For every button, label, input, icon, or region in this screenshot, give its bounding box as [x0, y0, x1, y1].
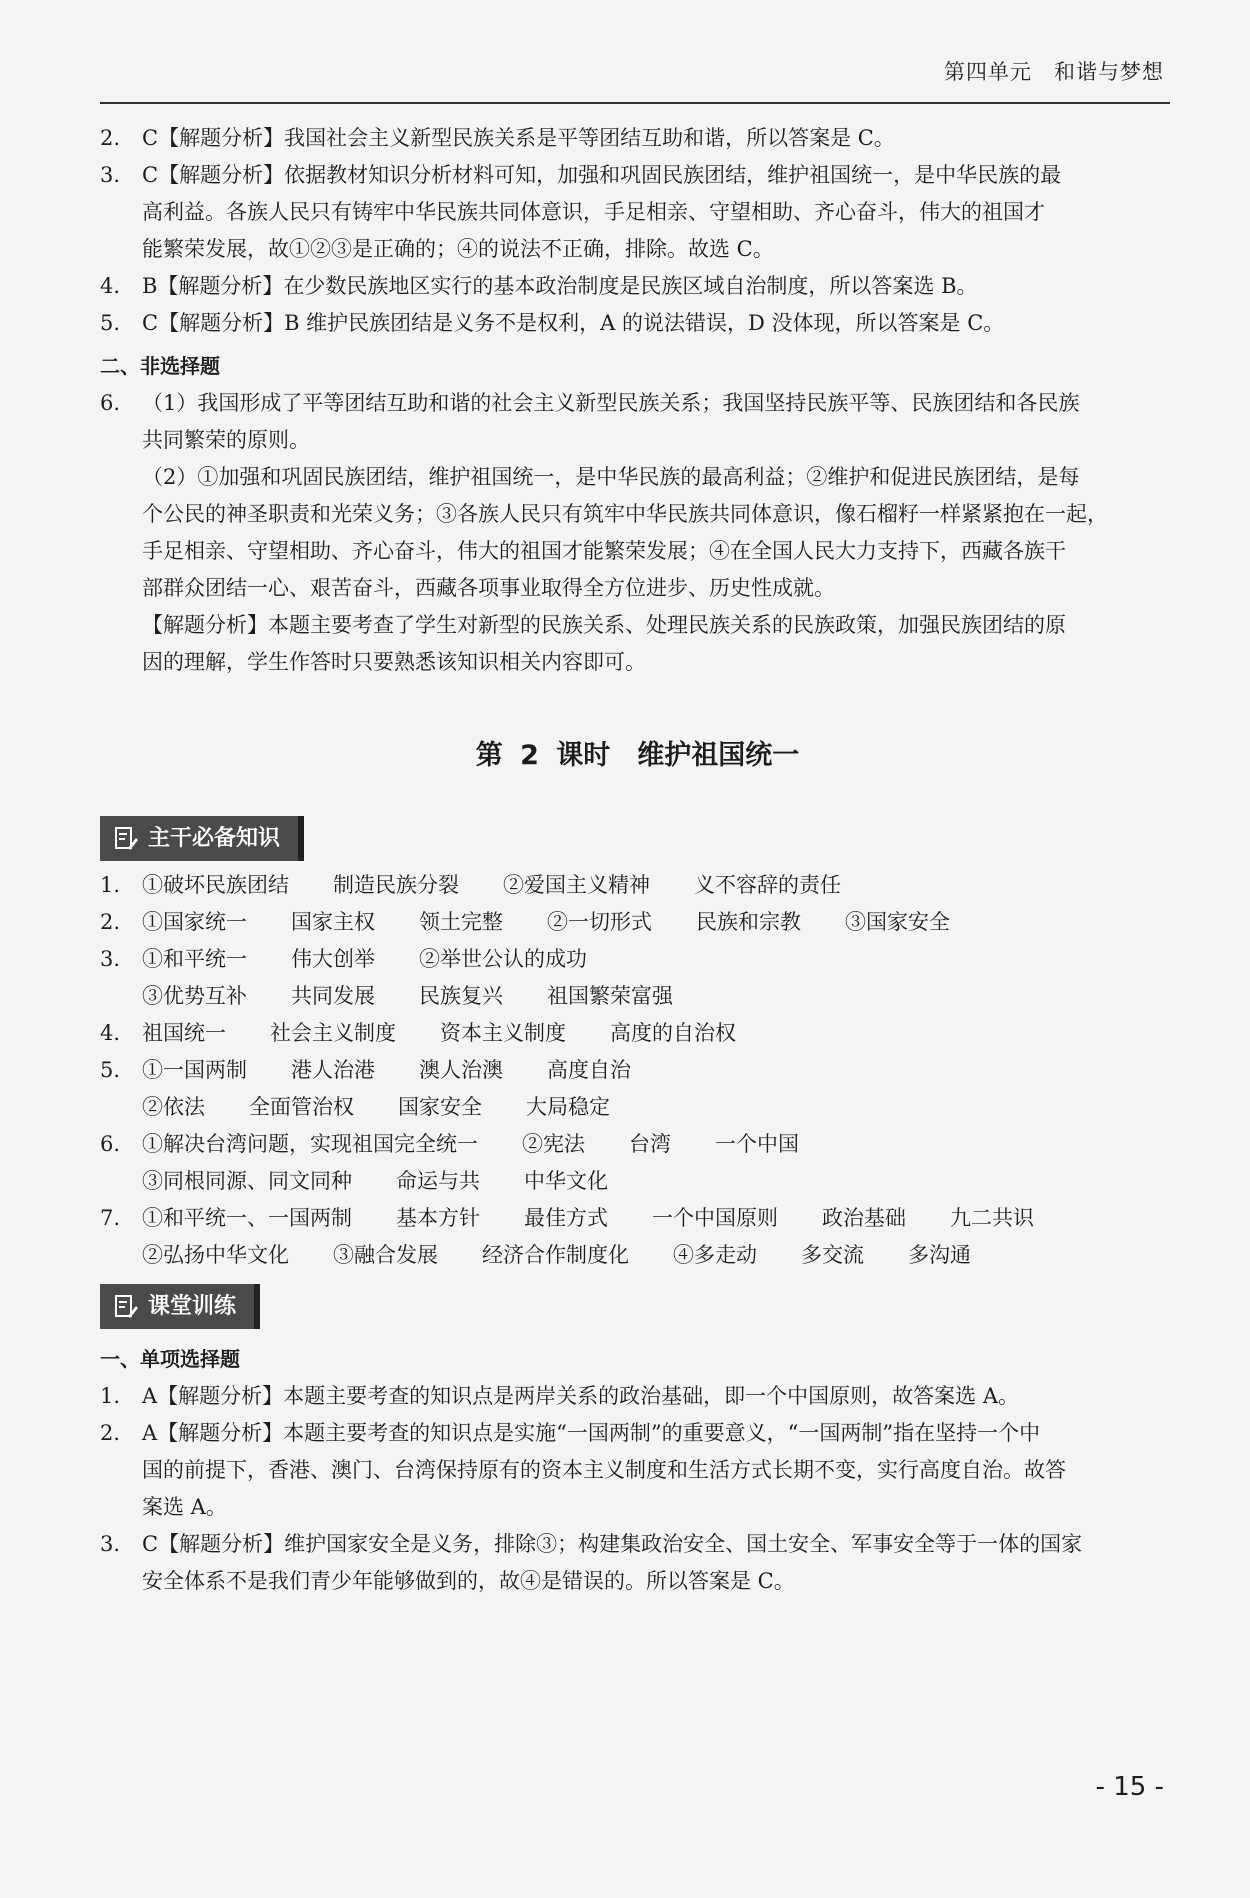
answer-item: [100, 385, 1175, 459]
analysis-line: 【解题分析】本题主要考查了学生对新型的民族关系、处理民族关系的民族政策，加强民族团结的原: [142, 613, 1066, 637]
notebook-pen-icon: [114, 1294, 138, 1320]
answer-item: [100, 268, 1175, 305]
section-box-knowledge: [100, 816, 304, 861]
knowledge-row: [100, 904, 1175, 941]
knowledge-item: 港人治港: [291, 1058, 375, 1082]
answer-line: C【解题分析】依据教材知识分析材料可知，加强和巩固民族团结，维护祖国统一，是中华民族的最: [142, 163, 1062, 187]
knowledge-number: [100, 1163, 142, 1200]
knowledge-item: ②举世公认的成功: [419, 947, 587, 971]
knowledge-number: [100, 978, 142, 1015]
knowledge-item: ①国家统一: [142, 910, 247, 934]
knowledge-row: [100, 1200, 1175, 1237]
knowledge-item: 命运与共: [396, 1169, 480, 1193]
knowledge-item: ②弘扬中华文化: [142, 1243, 289, 1267]
knowledge-item: 共同发展: [291, 984, 375, 1008]
knowledge-item: 台湾: [629, 1132, 671, 1156]
answer-line: 个公民的神圣职责和光荣义务；③各族人民只有筑牢中华民族共同体意识，像石榴籽一样紧紧抱在一起，: [142, 502, 1108, 526]
knowledge-number: 4.: [100, 1021, 121, 1045]
answer-line: 手足相亲、守望相助、齐心奋斗，伟大的祖国才能繁荣发展；④在全国人民大力支持下，西藏各族干: [142, 539, 1066, 563]
section-heading-single-choice: 一、单项选择题: [100, 1347, 240, 1371]
answer-item: [100, 120, 1175, 157]
answer-number: 2.: [100, 1421, 121, 1445]
notebook-pen-icon: [114, 826, 138, 852]
knowledge-item: 高度的自治权: [610, 1021, 736, 1045]
answer-line: 安全体系不是我们青少年能够做到的，故④是错误的。所以答案是 C。: [142, 1569, 795, 1593]
answer-line: 能繁荣发展，故①②③是正确的；④的说法不正确，排除。故选 C。: [142, 237, 774, 261]
section-heading-nonchoice: 二、非选择题: [100, 354, 220, 378]
answer-number: 4.: [100, 274, 121, 298]
knowledge-item: 大局稳定: [526, 1095, 610, 1119]
knowledge-item: ②一切形式: [547, 910, 652, 934]
answer-line: B【解题分析】在少数民族地区实行的基本政治制度是民族区域自治制度，所以答案选 B。: [142, 274, 978, 298]
knowledge-item: 祖国繁荣富强: [547, 984, 673, 1008]
header-text: [944, 56, 1164, 86]
knowledge-number: [100, 1237, 142, 1274]
knowledge-item: 中华文化: [524, 1169, 608, 1193]
knowledge-item: 资本主义制度: [440, 1021, 566, 1045]
answer-line: （1）我国形成了平等团结互助和谐的社会主义新型民族关系；我国坚持民族平等、民族团结和各民族: [142, 391, 1080, 415]
answer-line: 案选 A。: [142, 1495, 227, 1519]
knowledge-item: 义不容辞的责任: [694, 873, 841, 897]
knowledge-item: 一个中国: [715, 1132, 799, 1156]
knowledge-item: 高度自治: [547, 1058, 631, 1082]
section-box-practice: [100, 1284, 260, 1329]
knowledge-number: 6.: [100, 1132, 121, 1156]
knowledge-item: ②依法: [142, 1095, 205, 1119]
knowledge-row: [100, 978, 1175, 1015]
answer-number: 3.: [100, 1532, 121, 1556]
knowledge-item: ①破坏民族团结: [142, 873, 289, 897]
knowledge-item: 多交流: [801, 1243, 864, 1267]
knowledge-number: 7.: [100, 1206, 121, 1230]
section-box-label: 课堂训练: [148, 1294, 237, 1319]
knowledge-number: 5.: [100, 1058, 121, 1082]
page-number: - 15 -: [1095, 1772, 1164, 1802]
knowledge-item: 国家安全: [398, 1095, 482, 1119]
knowledge-item: 九二共识: [950, 1206, 1034, 1230]
header-unit: 第四单元: [944, 60, 1032, 84]
section-box-label: 主干必备知识: [148, 826, 281, 851]
knowledge-item: ③优势互补: [142, 984, 247, 1008]
knowledge-item: 政治基础: [822, 1206, 906, 1230]
knowledge-item: ①和平统一: [142, 947, 247, 971]
knowledge-item: ①解决台湾问题，实现祖国完全统一: [142, 1132, 478, 1156]
answer-item: [100, 157, 1175, 268]
analysis-line: 因的理解，学生作答时只要熟悉该知识相关内容即可。: [142, 650, 646, 674]
answer-line: A【解题分析】本题主要考查的知识点是实施“一国两制”的重要意义，“一国两制”指在坚持一个中: [142, 1421, 1041, 1445]
knowledge-item: ①一国两制: [142, 1058, 247, 1082]
knowledge-list: [100, 867, 1175, 1274]
header-theme: 和谐与梦想: [1054, 60, 1164, 84]
answer-number: 2.: [100, 126, 121, 150]
knowledge-number: 2.: [100, 910, 121, 934]
knowledge-item: ③国家安全: [845, 910, 950, 934]
answer-number: 6.: [100, 391, 121, 415]
answer-number: 3.: [100, 163, 121, 187]
knowledge-item: ③同根同源、同文同种: [142, 1169, 352, 1193]
answer-line: C【解题分析】我国社会主义新型民族关系是平等团结互助和谐，所以答案是 C。: [142, 126, 895, 150]
answer-number: 1.: [100, 1384, 121, 1408]
knowledge-item: ①和平统一、一国两制: [142, 1206, 352, 1230]
knowledge-item: 制造民族分裂: [333, 873, 459, 897]
answer-item: [100, 1378, 1175, 1415]
answer-line: （2）①加强和巩固民族团结，维护祖国统一，是中华民族的最高利益；②维护和促进民族团结，是每: [142, 465, 1080, 489]
lesson-title: 第 2 课时 维护祖国统一: [475, 740, 800, 771]
knowledge-item: 多沟通: [908, 1243, 971, 1267]
knowledge-row: [100, 1126, 1175, 1163]
knowledge-row: [100, 1237, 1175, 1274]
knowledge-row: [100, 941, 1175, 978]
knowledge-row: [100, 1052, 1175, 1089]
knowledge-item: 祖国统一: [142, 1021, 226, 1045]
knowledge-item: ②宪法: [522, 1132, 585, 1156]
knowledge-item: 经济合作制度化: [482, 1243, 629, 1267]
answer-item: [100, 305, 1175, 342]
knowledge-item: ②爱国主义精神: [503, 873, 650, 897]
knowledge-item: 民族和宗教: [696, 910, 801, 934]
knowledge-item: 基本方针: [396, 1206, 480, 1230]
page-header: [100, 52, 1170, 104]
knowledge-number: 3.: [100, 947, 121, 971]
knowledge-number: [100, 1089, 142, 1126]
page-content: [100, 120, 1175, 1600]
answer-line: 共同繁荣的原则。: [142, 428, 310, 452]
knowledge-number: 1.: [100, 873, 121, 897]
answer-line: 高利益。各族人民只有铸牢中华民族共同体意识，手足相亲、守望相助、齐心奋斗，伟大的祖国才: [142, 200, 1045, 224]
answer-item: [100, 1415, 1175, 1526]
knowledge-row: [100, 1163, 1175, 1200]
knowledge-item: 一个中国原则: [652, 1206, 778, 1230]
knowledge-item: 最佳方式: [524, 1206, 608, 1230]
top-answers: [100, 120, 1175, 342]
knowledge-item: 民族复兴: [419, 984, 503, 1008]
knowledge-item: ④多走动: [673, 1243, 757, 1267]
knowledge-row: [100, 1015, 1175, 1052]
answer-number: 5.: [100, 311, 121, 335]
answer-line: C【解题分析】B 维护民族团结是义务不是权利，A 的说法错误，D 没体现，所以答案是 C。: [142, 311, 1005, 335]
knowledge-row: [100, 867, 1175, 904]
answer-line: C【解题分析】维护国家安全是义务，排除③；构建集政治安全、国土安全、军事安全等于一体的国家: [142, 1532, 1083, 1556]
answer-item: [100, 1526, 1175, 1600]
knowledge-item: 澳人治澳: [419, 1058, 503, 1082]
knowledge-row: [100, 1089, 1175, 1126]
answer-line: 国的前提下，香港、澳门、台湾保持原有的资本主义制度和生活方式长期不变，实行高度自治。故答: [142, 1458, 1066, 1482]
knowledge-item: 社会主义制度: [270, 1021, 396, 1045]
knowledge-item: 全面管治权: [249, 1095, 354, 1119]
knowledge-item: 国家主权: [291, 910, 375, 934]
answer-line: 部群众团结一心、艰苦奋斗，西藏各项事业取得全方位进步、历史性成就。: [142, 576, 835, 600]
knowledge-item: ③融合发展: [333, 1243, 438, 1267]
answer-line: A【解题分析】本题主要考查的知识点是两岸关系的政治基础，即一个中国原则，故答案选 A。: [142, 1384, 1020, 1408]
knowledge-item: 领土完整: [419, 910, 503, 934]
knowledge-item: 伟大创举: [291, 947, 375, 971]
